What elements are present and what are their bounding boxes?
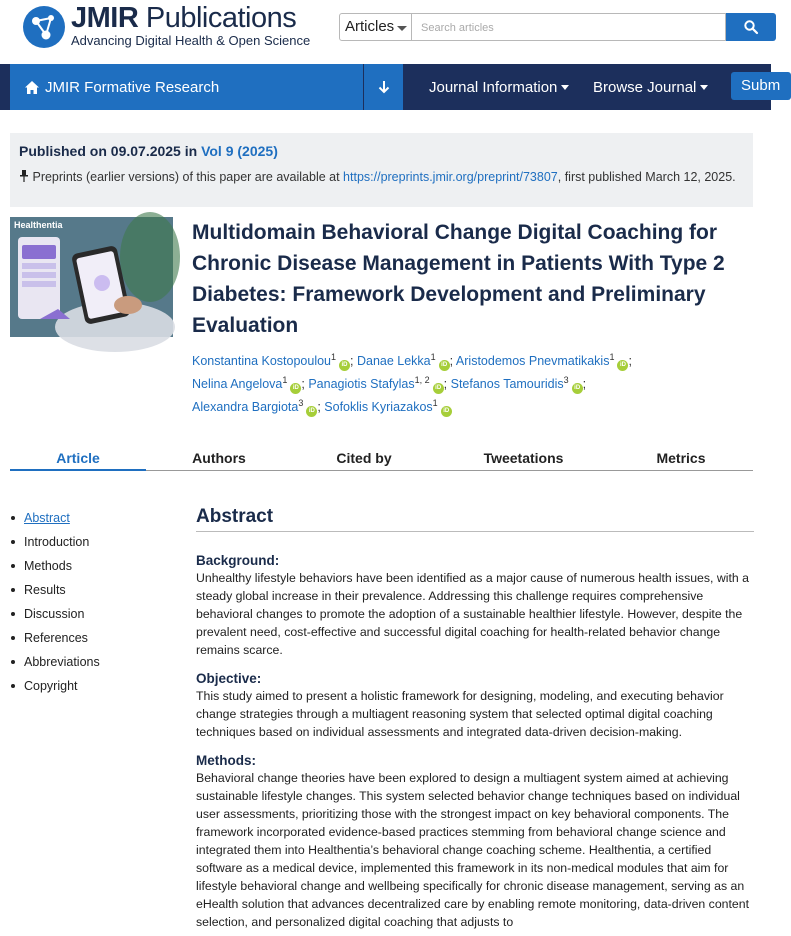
toc-label: References [24, 631, 88, 645]
abstract-heading: Abstract [196, 505, 754, 532]
jmir-logo[interactable] [22, 4, 310, 49]
volume-link[interactable]: Vol 9 (2025) [201, 143, 278, 159]
logo-brand: JMIR [71, 2, 139, 34]
background-text: Unhealthy lifestyle behaviors have been identified as a major cause of numerous health issues, with a steady global increase in their prevalence. Addressing this challenge requires comprehensive behavioral changes to promote the adoption of a sustainable healthier lifestyle. However, despite the prevalent need, cost-effective and successful digital coaching for health-related behavior change remains scarce. [196, 571, 749, 657]
toc-label: Copyright [24, 679, 78, 693]
author-link[interactable]: Stefanos Tamouridis [450, 377, 564, 392]
author-item: Konstantina Kostopoulou$^1$iD ; [192, 354, 357, 368]
search-scope-select[interactable] [339, 13, 412, 41]
author-affiliation: 1 [331, 352, 337, 362]
article-thumbnail[interactable] [10, 217, 173, 337]
author-item: Danae Lekka$^1$iD ; [357, 354, 456, 368]
toc-item-discussion[interactable] [10, 604, 100, 628]
methods-text: Behavioral change theories have been explored to design a multiagent system aimed at achieving sustainable lifestyle changes. This system selected behavior change techniques based on individual user assessments, prioritizing those with the strongest impact on key behavioral components. The framework incorporated evidence-based practices stemming from behavioral change science and integrated them into Healthentia’s behavioral change coaching scheme. Healthentia, a certified software as a medical device, implemented this framework in its non-medical modules that aim for lifestyle behavioral change and wellbeing specifically for chronic disease management, serving as an eHealth solution that advances decentralized care by enabling remote monitoring, data-driven content selection, and personalized digital coaching that adjusts to [196, 771, 750, 929]
author-item [324, 400, 451, 414]
toc-label: Abbreviations [24, 655, 100, 669]
author-affiliation: 3 [298, 398, 304, 409]
search-bar [339, 13, 726, 41]
preprint-link[interactable]: https://preprints.jmir.org/preprint/73807 [343, 170, 558, 184]
toc-item-abstract[interactable] [10, 508, 100, 532]
search-scope-value: Articles [345, 18, 395, 35]
orcid-icon[interactable]: iD [290, 383, 301, 394]
orcid-icon[interactable]: iD [441, 406, 452, 417]
logo-tagline: Advancing Digital Health & Open Science [71, 33, 311, 48]
nav-item-label: Browse Journal [593, 78, 697, 96]
author-affiliation: 3 [563, 375, 569, 386]
logo-product: Publications [145, 2, 297, 34]
app-screens-image [10, 217, 173, 337]
preprint-text: Preprints (earlier versions) of this paper are available at [32, 170, 344, 184]
author-item: Stefanos Tamouridis$^3$iD ; [451, 377, 587, 391]
author-affiliation: 1 [609, 352, 615, 362]
toc-label: Methods [24, 559, 72, 573]
tab-metrics[interactable]: Metrics [656, 450, 706, 466]
objective-text: This study aimed to present a holistic framework for designing, modeling, and executing behavior change strategies through a multiagent reasoning system that selected optimal digital coaching techniques based on individual assessments and integrated data-driven decision-making. [196, 689, 724, 739]
toc-label: Discussion [24, 607, 85, 621]
preprint-notice [19, 169, 744, 185]
abstract-section [196, 505, 754, 931]
jmir-logo-icon [22, 5, 66, 49]
toc-item-references[interactable] [10, 628, 100, 652]
author-affiliation: 1 [432, 398, 438, 409]
tab-tweetations[interactable]: Tweetations [483, 450, 564, 466]
caret-down-icon [700, 85, 708, 90]
chevron-down-icon [397, 26, 407, 31]
author-affiliation: 1, 2 [414, 375, 430, 386]
main-nav [0, 64, 781, 110]
orcid-icon[interactable]: iD [306, 406, 317, 417]
toc-item-abbreviations[interactable] [10, 652, 100, 676]
site-header [0, 0, 771, 64]
methods-heading: Methods: [196, 753, 256, 768]
toc-item-methods[interactable] [10, 556, 100, 580]
author-link[interactable]: Alexandra Bargiota [192, 400, 299, 415]
background-heading: Background: [196, 553, 280, 568]
author-link[interactable]: Danae Lekka [356, 354, 431, 369]
author-link[interactable]: Panagiotis Stafylas [308, 377, 415, 392]
orcid-icon[interactable]: iD [439, 360, 450, 371]
search-input[interactable]: Search articles [412, 13, 726, 41]
published-prefix: Published on 09.07.2025 in [19, 143, 202, 159]
toc-label: Introduction [24, 535, 90, 549]
nav-journal-label: JMIR Formative Research [45, 78, 220, 96]
author-item: Panagiotis Stafylas$^{1, 2}$iD ; [308, 377, 450, 391]
toc-item-copyright[interactable] [10, 676, 100, 700]
author-item: Alexandra Bargiota$^3$iD ; [192, 400, 324, 414]
toc-label: Results [24, 583, 66, 597]
toc-item-results[interactable] [10, 580, 100, 604]
tab-article[interactable]: Article [10, 442, 146, 471]
objective-heading: Objective: [196, 671, 262, 686]
author-link[interactable]: Sofoklis Kyriazakos [324, 400, 433, 415]
section-toc [10, 508, 100, 700]
orcid-icon[interactable]: iD [572, 383, 583, 394]
pin-icon [19, 170, 29, 182]
arrow-down-icon [378, 80, 390, 94]
tab-authors[interactable]: Authors [192, 450, 246, 466]
healthentia-logo: Healthentia [14, 220, 63, 230]
jump-down-button[interactable] [364, 64, 403, 110]
tab-cited-by[interactable]: Cited by [336, 450, 392, 466]
article-title: Multidomain Behavioral Change Digital Coaching for Chronic Disease Management in Patients With Type 2 Diabetes: Framework Development and Preliminary Evaluation [192, 221, 725, 337]
published-date [19, 143, 744, 159]
nav-journal-home[interactable] [10, 64, 363, 110]
nav-journal-information[interactable] [429, 64, 569, 110]
nav-item-label: Journal Information [429, 78, 558, 96]
preprint-suffix: , first published March 12, 2025. [557, 170, 736, 184]
toc-item-introduction[interactable] [10, 532, 100, 556]
author-affiliation: 1 [430, 352, 436, 362]
author-list [192, 348, 752, 417]
author-affiliation: 1 [282, 375, 288, 386]
submit-article-button[interactable]: Subm [731, 72, 791, 100]
article-tabs [10, 442, 753, 471]
orcid-icon[interactable]: iD [339, 360, 350, 371]
nav-browse-journal[interactable] [593, 64, 708, 110]
search-icon [744, 20, 758, 34]
author-link[interactable]: Aristodemos Pnevmatikakis [455, 354, 610, 369]
home-icon [25, 81, 39, 94]
publication-info [10, 133, 753, 207]
caret-down-icon [561, 85, 569, 90]
author-item: Aristodemos Pnevmatikakis$^1$iD ; [456, 354, 632, 368]
toc-label: Abstract [24, 511, 70, 525]
author-link[interactable]: Nelina Angelova [192, 377, 283, 392]
orcid-icon[interactable]: iD [617, 360, 628, 371]
author-link[interactable]: Konstantina Kostopoulou [192, 354, 331, 369]
orcid-icon[interactable]: iD [433, 383, 444, 394]
search-button[interactable] [726, 13, 776, 41]
author-item: Nelina Angelova$^1$iD ; [192, 377, 308, 391]
